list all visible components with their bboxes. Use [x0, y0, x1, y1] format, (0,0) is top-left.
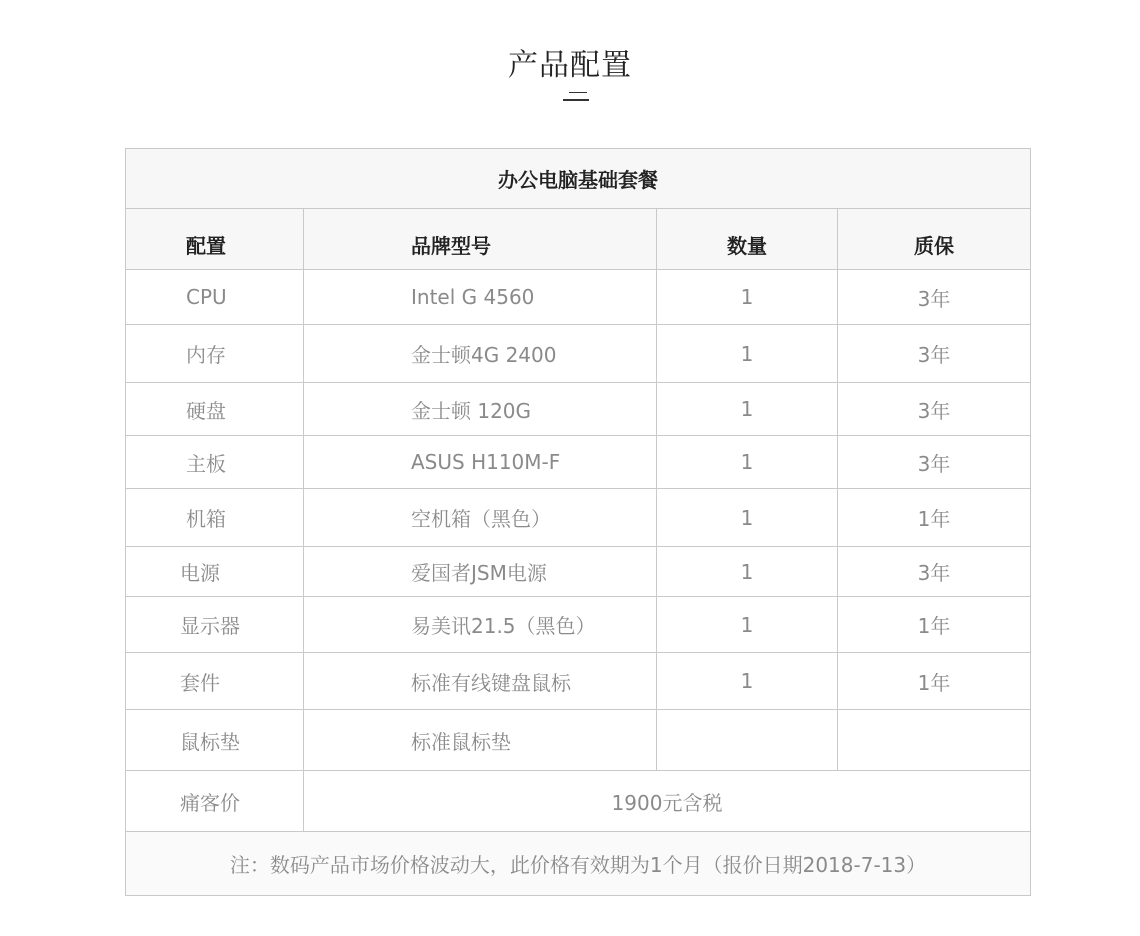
table-row [126, 489, 1031, 547]
row-quantity: 1 [657, 547, 838, 597]
header-brand-model: 品牌型号 [304, 209, 657, 270]
config-table [125, 148, 1031, 896]
row-quantity: 1 [657, 489, 838, 547]
row-config: 显示器 [126, 597, 304, 653]
row-quantity: 1 [657, 383, 838, 436]
note-row [126, 832, 1031, 896]
row-config: 内存 [126, 325, 304, 383]
row-warranty: 3年 [838, 547, 1031, 597]
row-warranty: 3年 [838, 383, 1031, 436]
row-model: 标准鼠标垫 [304, 710, 657, 771]
table-row [126, 547, 1031, 597]
row-config: CPU [126, 270, 304, 325]
price-label: 痛客价 [126, 771, 304, 832]
row-config: 硬盘 [126, 383, 304, 436]
price-note: 注：数码产品市场价格波动大，此价格有效期为1个月（报价日期2018-7-13） [126, 832, 1031, 896]
row-warranty: 1年 [838, 489, 1031, 547]
row-quantity: 1 [657, 597, 838, 653]
row-warranty: 3年 [838, 325, 1031, 383]
table-row [126, 270, 1031, 325]
price-value: 1900元含税 [304, 771, 1031, 832]
row-model: 金士顿4G 2400 [304, 325, 657, 383]
price-row [126, 771, 1031, 832]
row-quantity: 1 [657, 653, 838, 710]
row-config: 鼠标垫 [126, 710, 304, 771]
row-warranty: 3年 [838, 436, 1031, 489]
row-config: 机箱 [126, 489, 304, 547]
row-model: 爱国者JSM电源 [304, 547, 657, 597]
header-warranty: 质保 [838, 209, 1031, 270]
row-quantity: 1 [657, 325, 838, 383]
table-row [126, 383, 1031, 436]
header-quantity: 数量 [657, 209, 838, 270]
row-model: Intel G 4560 [304, 270, 657, 325]
row-warranty: 3年 [838, 270, 1031, 325]
row-config: 主板 [126, 436, 304, 489]
row-model: 金士顿 120G [304, 383, 657, 436]
table-row [126, 710, 1031, 771]
package-name: 办公电脑基础套餐 [126, 149, 1031, 209]
row-model: 易美讯21.5（黑色） [304, 597, 657, 653]
table-row [126, 436, 1031, 489]
row-warranty: 1年 [838, 653, 1031, 710]
row-config: 套件 [126, 653, 304, 710]
row-warranty [838, 710, 1031, 771]
page-title: 产品配置 [508, 48, 632, 83]
row-model: 空机箱（黑色） [304, 489, 657, 547]
header-config: 配置 [126, 209, 304, 270]
table-row [126, 325, 1031, 383]
row-quantity: 1 [657, 436, 838, 489]
row-quantity: 1 [657, 270, 838, 325]
row-model: 标准有线键盘鼠标 [304, 653, 657, 710]
row-config: 电源 [126, 547, 304, 597]
row-quantity [657, 710, 838, 771]
row-warranty: 1年 [838, 597, 1031, 653]
table-row [126, 597, 1031, 653]
title-underline-decoration [563, 92, 591, 102]
row-model: ASUS H110M-F [304, 436, 657, 489]
table-row [126, 653, 1031, 710]
